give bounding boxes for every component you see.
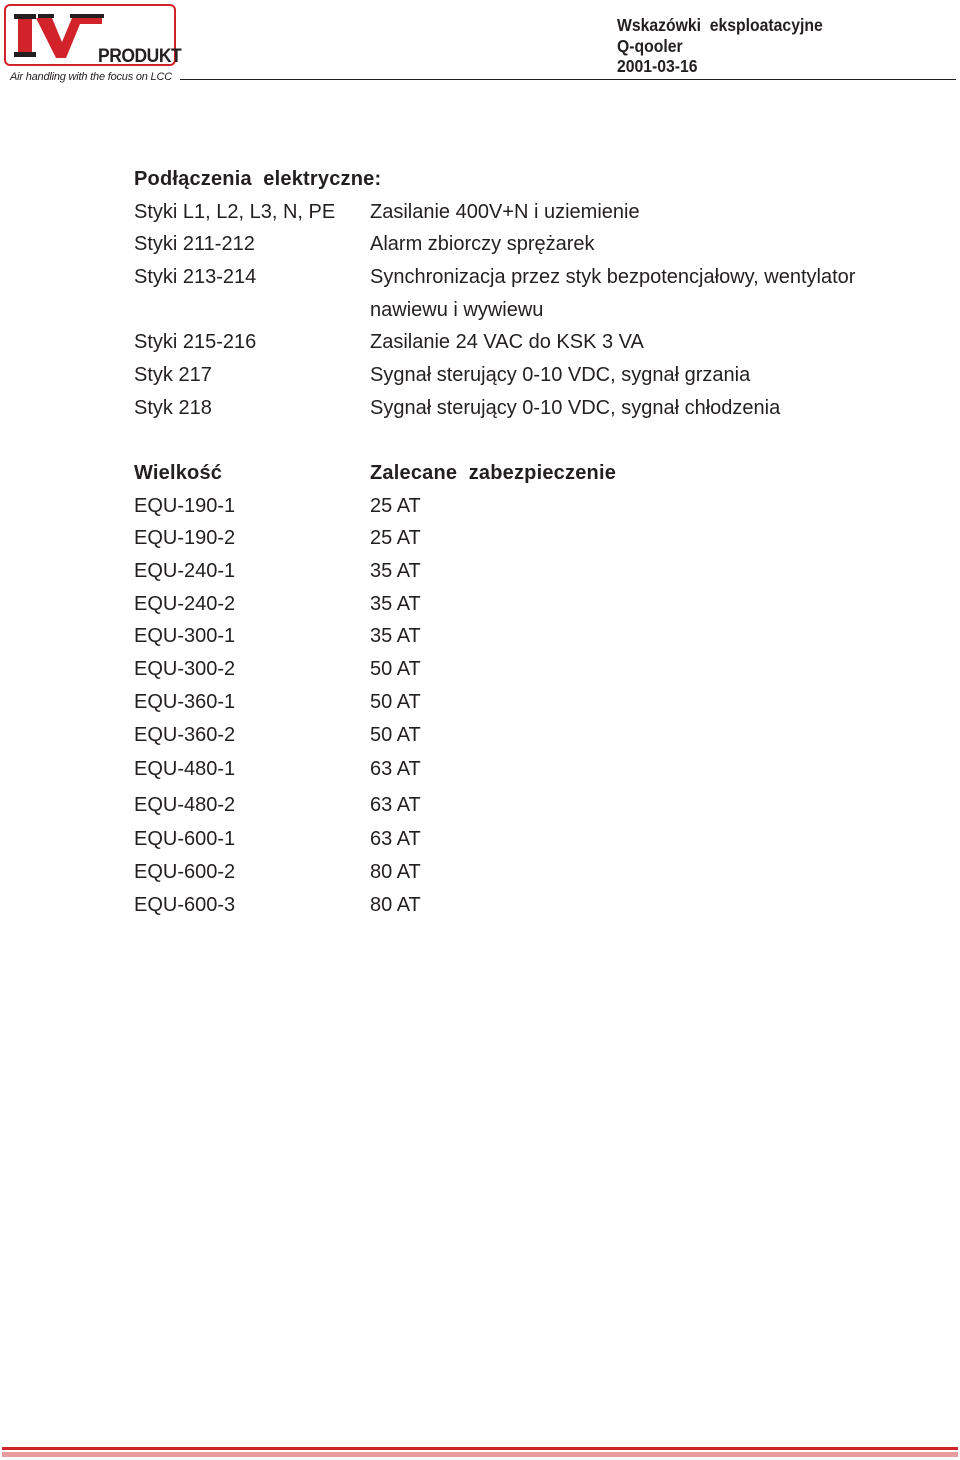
logo-tagline: Air handling with the focus on LCC	[10, 71, 172, 83]
document-header	[617, 15, 823, 77]
fuse-rating: 63 AT	[370, 828, 421, 851]
contact-label: Styk 217	[134, 364, 212, 387]
fuse-rating: 35 AT	[370, 592, 421, 615]
contact-description: Synchronizacja przez styk bezpotencjałowy, wentylator	[370, 266, 856, 289]
fuse-rating: 25 AT	[370, 494, 421, 517]
header-rule	[180, 79, 956, 80]
fuse-rating: 80 AT	[370, 893, 421, 916]
fuse-rating: 80 AT	[370, 860, 421, 883]
contact-description: Sygnał sterujący 0-10 VDC, sygnał chłodzenia	[370, 396, 781, 419]
unit-size: EQU-190-2	[134, 527, 236, 550]
fuse-rating: 50 AT	[370, 658, 421, 681]
fuse-rating: 25 AT	[370, 527, 421, 550]
contact-label: Styki L1, L2, L3, N, PE	[134, 200, 336, 223]
footer-stripe-light	[2, 1452, 958, 1457]
unit-size: EQU-480-1	[134, 758, 236, 781]
electrical-heading: Podłączenia elektryczne:	[134, 168, 382, 190]
contact-description: nawiewu i wywiewu	[370, 298, 544, 321]
unit-size: EQU-600-1	[134, 828, 236, 851]
unit-size: EQU-240-2	[134, 592, 236, 615]
unit-size: EQU-240-1	[134, 560, 236, 583]
unit-size: EQU-360-2	[134, 723, 236, 746]
col-fuse-header: Zalecane zabezpieczenie	[370, 462, 617, 484]
contact-label: Styki 211-212	[134, 233, 255, 256]
fuse-rating: 35 AT	[370, 625, 421, 648]
unit-size: EQU-480-2	[134, 794, 236, 817]
unit-size: EQU-300-2	[134, 658, 236, 681]
company-logo	[4, 4, 182, 67]
contact-description: Sygnał sterujący 0-10 VDC, sygnał grzania	[370, 364, 751, 387]
fuse-rating: 50 AT	[370, 690, 421, 713]
logo-name: PRODUKT	[98, 46, 182, 67]
fuse-rating: 63 AT	[370, 758, 421, 781]
header-product: Q-qooler	[617, 35, 683, 56]
unit-size: EQU-360-1	[134, 690, 236, 713]
contact-description: Alarm zbiorczy sprężarek	[370, 233, 595, 256]
contact-label: Styki 215-216	[134, 331, 257, 354]
fuse-rating: 50 AT	[370, 723, 421, 746]
unit-size: EQU-300-1	[134, 625, 236, 648]
footer-stripes	[2, 1447, 958, 1457]
contact-description: Zasilanie 24 VAC do KSK 3 VA	[370, 331, 644, 354]
unit-size: EQU-190-1	[134, 494, 236, 517]
col-size-header: Wielkość	[134, 462, 223, 484]
unit-size: EQU-600-3	[134, 893, 236, 916]
fuse-rating: 35 AT	[370, 560, 421, 583]
header-title: Wskazówki eksploatacyjne	[617, 15, 823, 35]
contact-label: Styki 213-214	[134, 266, 257, 289]
contact-label: Styk 218	[134, 396, 212, 419]
fuse-rating: 63 AT	[370, 794, 421, 817]
iv-logo-mark	[10, 10, 105, 62]
contact-description: Zasilanie 400V+N i uziemienie	[370, 200, 640, 223]
unit-size: EQU-600-2	[134, 860, 236, 883]
header-date: 2001-03-16	[617, 56, 698, 76]
